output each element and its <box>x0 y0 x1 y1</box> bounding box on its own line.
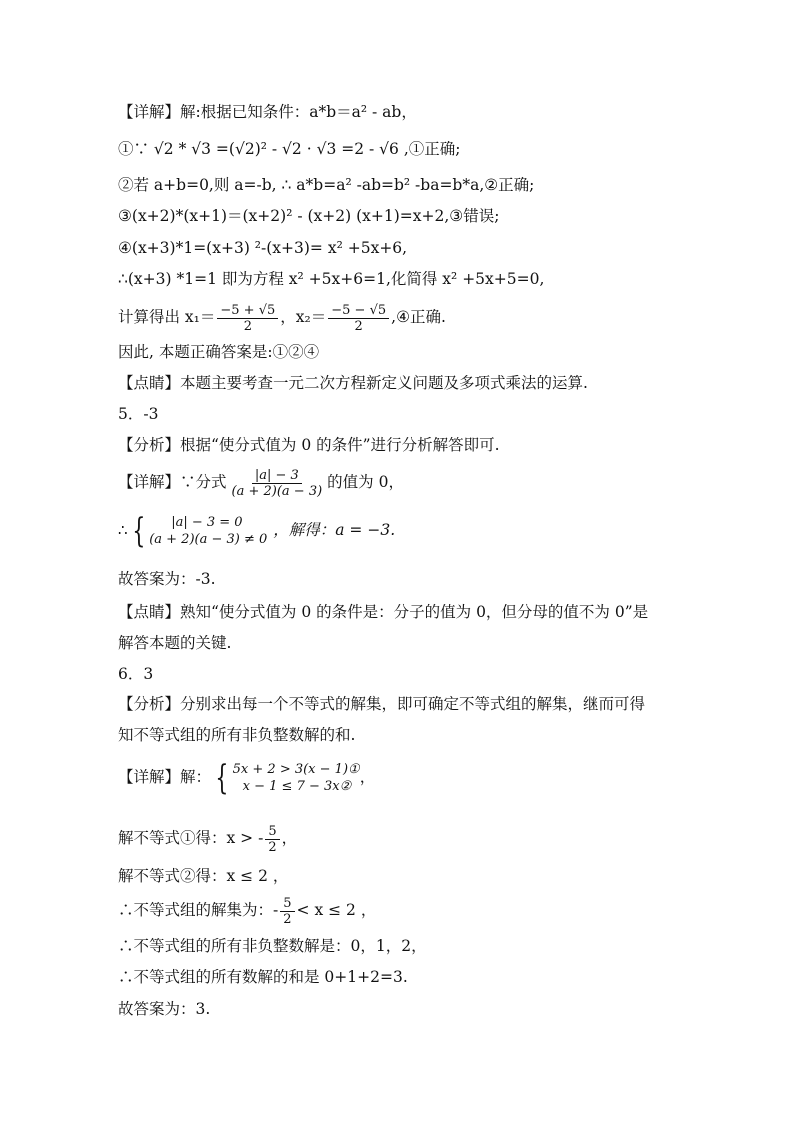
line-text: 解不等式②得：x ≤ 2 ， <box>118 867 289 885</box>
line-text: ，解得：a = −3. <box>273 521 396 539</box>
denominator: (a + 2)(a − 3) <box>231 483 323 499</box>
fraction <box>265 824 279 855</box>
line-text: 因此, 本题正确答案是:①②④ <box>118 343 320 361</box>
text-line <box>118 300 446 334</box>
text-line <box>118 269 544 289</box>
line-text: ①∵ √2 * √3 =(√2)² - √2 · √3 =2 - √6 ,①正确; <box>118 140 461 158</box>
text-line <box>118 967 408 987</box>
fraction <box>217 303 278 334</box>
question-number <box>118 664 153 684</box>
line-text: ∴不等式组的所有数解的和是 0+1+2=3. <box>118 968 408 986</box>
denominator: 2 <box>283 911 292 927</box>
line-text: 知不等式组的所有非负整数解的和. <box>118 726 356 744</box>
text-line <box>118 633 231 653</box>
brace-symbol: { <box>215 758 229 798</box>
text-line <box>118 373 588 393</box>
line-text: 【分析】根据“使分式值为 0 的条件”进行分析解答即可. <box>118 436 500 454</box>
text-line <box>118 866 288 886</box>
line-text: 【详解】解:根据已知条件：a*b＝a² - ab， <box>118 103 417 121</box>
line-text: ∴(x+3) *1=1 即为方程 x² +5x+6=1,化简得 x² +5x+5=0, <box>118 270 545 288</box>
line-text: ， <box>359 768 376 786</box>
line-text: 计算得出 x₁＝ <box>118 308 216 326</box>
text-line <box>118 999 210 1019</box>
numerator: −5 − √5 <box>328 303 389 319</box>
numerator: 5 <box>265 824 279 840</box>
line-text: 解不等式①得：x > - <box>118 829 264 847</box>
line-text: ∴不等式组的所有非负整数解是：0，1，2， <box>118 937 427 955</box>
numerator: 5 <box>280 896 294 912</box>
line-text: 【详解】∵分式 <box>118 473 227 491</box>
text-line <box>118 462 404 502</box>
line-text: ④(x+3)*1=(x+3) ²-(x+3)= x² +5x+6, <box>118 239 408 257</box>
text-line <box>118 936 427 956</box>
fraction <box>328 303 389 334</box>
equation: (a + 2)(a − 3) ≠ 0 <box>149 532 268 547</box>
line-text: ,④正确. <box>391 308 446 326</box>
line-text: 5．-3 <box>118 405 159 423</box>
text-line <box>118 725 355 745</box>
text-line <box>118 435 500 455</box>
line-text: ③(x+2)*(x+1)＝(x+2)² - (x+2) (x+1)=x+2,③错误; <box>118 207 500 225</box>
line-text: 故答案为：3. <box>118 1000 211 1018</box>
denominator: 2 <box>243 318 252 334</box>
numerator: |a| − 3 <box>252 468 302 484</box>
fraction <box>229 468 326 499</box>
equation: |a| − 3 = 0 <box>171 515 243 530</box>
line-text: 【分析】分别求出每一个不等式的解集，即可确定不等式组的解集，继而可得 <box>118 695 646 713</box>
text-line <box>118 238 407 258</box>
equation-system <box>149 514 267 548</box>
line-text: 【详解】解： <box>118 768 212 786</box>
inequality-system <box>233 761 360 795</box>
text-line <box>118 818 297 858</box>
question-number <box>118 404 158 424</box>
line-text: 解答本题的关键. <box>118 634 232 652</box>
text-line <box>118 569 216 589</box>
line-text: ∴不等式组的解集为：- <box>118 901 279 919</box>
text-line <box>118 102 417 122</box>
line-text: 【点睛】熟知“使分式值为 0 的条件是：分子的值为 0，但分母的值不为 0”是 <box>118 603 649 621</box>
denominator: 2 <box>354 318 363 334</box>
brace-symbol: { <box>131 511 145 551</box>
fraction <box>280 896 294 927</box>
text-line <box>118 342 319 362</box>
line-text: 故答案为：-3. <box>118 570 216 588</box>
inequality: 5x + 2 > 3(x − 1)① <box>232 762 360 777</box>
text-line <box>118 139 461 159</box>
inequality: x − 1 ≤ 7 − 3x② <box>242 779 352 794</box>
text-line <box>118 206 499 226</box>
text-line <box>118 890 376 930</box>
text-line <box>118 175 534 195</box>
text-line <box>118 602 648 622</box>
text-line <box>118 757 375 797</box>
line-text: 6．3 <box>118 665 154 683</box>
line-text: 的值为 0， <box>327 473 404 491</box>
line-text: ，x₂＝ <box>280 308 327 326</box>
line-text: 【点睛】本题主要考查一元二次方程新定义问题及多项式乘法的运算. <box>118 374 588 392</box>
line-text: ②若 a+b=0,则 a=-b, ∴ a*b=a² -ab=b² -ba=b*a,②正确; <box>118 176 535 194</box>
text-line: ∴ { |a| − 3 = 0 (a + 2)(a − 3) ≠ 0 ，解得：a = −3. <box>118 511 396 551</box>
line-text: < x ≤ 2 ， <box>296 901 377 919</box>
text-line <box>118 694 645 714</box>
denominator: 2 <box>268 839 277 855</box>
numerator: −5 + √5 <box>217 303 278 319</box>
line-text: ， <box>281 829 298 847</box>
